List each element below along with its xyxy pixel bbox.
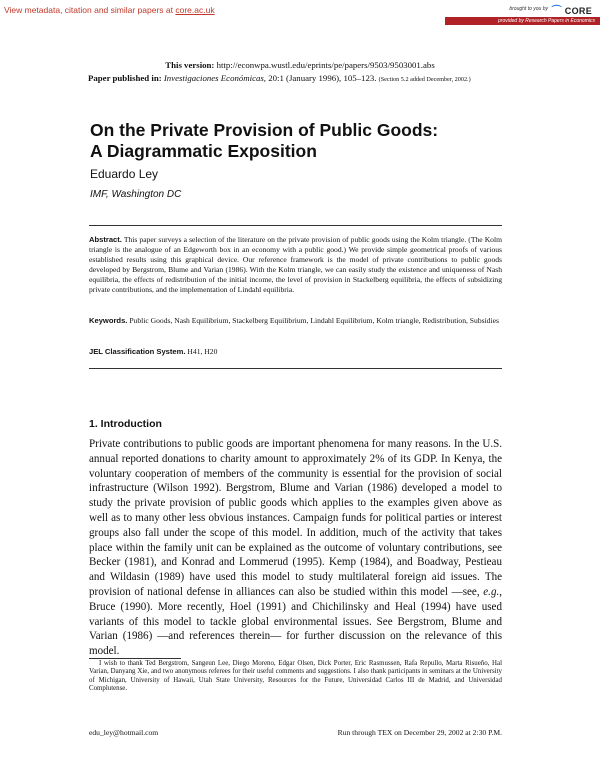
version-line	[0, 60, 600, 70]
keywords	[89, 316, 502, 326]
keywords-label: Keywords.	[89, 316, 128, 325]
published-label: Paper published in:	[88, 73, 162, 83]
footnote-rule	[89, 658, 181, 659]
abstract-label: Abstract.	[89, 235, 122, 244]
paper-title	[90, 120, 438, 162]
provided-by-text[interactable]: provided by Research Papers in Economics	[498, 18, 595, 24]
published-journal: Investigaciones Económicas,	[163, 73, 266, 83]
core-ac-uk-link[interactable]: core.ac.uk	[175, 5, 215, 15]
brought-to-you-text: brought to you by	[509, 6, 548, 12]
published-details: 20:1 (January 1996), 105–123.	[268, 73, 377, 83]
version-url: http://econwpa.wustl.edu/eprints/pe/papers/9503/9503001.abs	[216, 60, 435, 70]
intro-text-part-2: , Bruce (1990). More recently, Hoel (1991) and Chichilinsky and Heal (1994) have used variants of this model to tackle global environmental issues. See Bergstrom, Blume and Varian (1986) —and references therein— for further discussion on the relevance of this model.	[89, 585, 502, 658]
acknowledgement-footnote: I wish to thank Ted Bergstrom, Sangeun Lee, Diego Moreno, Edgar Olsen, Dick Porter, Eric Rasmussen, Rafa Repullo, Marta Risueño, Hal Varian, Danyang Xie, and two anonymous referees for their useful comments and suggestions. I also thank participants in seminars at the University of Michigan, University of Hawaii, Utah State University, Resources for the Future, Universidad Carlos III de Madrid, and Universidad Complutense.	[89, 660, 502, 692]
introduction-body	[89, 437, 502, 659]
run-through-line: Run through TEX on December 29, 2002 at 2:30 P.M.	[337, 728, 502, 737]
published-line	[88, 73, 471, 83]
section-heading: 1. Introduction	[89, 418, 162, 430]
published-note: (Section 5.2 added December, 2002.)	[378, 76, 471, 83]
divider-bottom	[89, 368, 502, 369]
view-metadata-text	[4, 5, 215, 15]
title-line-1: On the Private Provision of Public Goods:	[90, 120, 439, 140]
view-metadata-prefix: View metadata, citation and similar papers at	[4, 5, 176, 15]
jel-text: H41, H20	[187, 347, 218, 356]
author-name: Eduardo Ley	[90, 167, 159, 181]
keywords-text: Public Goods, Nash Equilibrium, Stackelberg Equilibrium, Lindahl Equilibrium, Kolm triangle, Redistribution, Subsidies	[129, 316, 499, 325]
core-arc-icon: ⌒	[551, 6, 562, 17]
intro-text-eg: e.g.	[483, 585, 500, 598]
author-affiliation: IMF, Washington DC	[90, 189, 182, 200]
jel-label: JEL Classification System.	[89, 347, 186, 356]
core-logo[interactable]	[552, 2, 592, 17]
jel-classification	[89, 347, 217, 356]
author-email: edu_ley@hotmail.com	[89, 728, 159, 737]
core-brand-label: CORE	[564, 6, 592, 16]
abstract	[89, 235, 502, 296]
version-label: This version:	[165, 60, 215, 70]
intro-text-part-1: Private contributions to public goods are important phenomena for many reasons. In the U.S. annual reported donations to charity amount to approximately 2% of its GDP. In Kenya, the voluntary cooperation of members of the community is essential for the provision of social infrastructure (Wilson 1992). Bergstrom, Blume and Varian (1986) developed a model to study the private provision of public goods which applies to the examples given above as well as to many other less obvious instances. Campaign funds for political parties or interest groups also fall under the scope of this model. In addition, much of the activity that takes place within the family unit can be explained as the outcome of voluntary contributions, see Becker (1981), and Konrad and Lommerud (1995). Kemp (1984), and Boadway, Pestieau and Wildasin (1989) have used this model to study multilateral foreign aid issues. The provision of national defense in alliances can also be studied within this model —see,	[89, 438, 502, 598]
divider-top	[89, 225, 502, 226]
abstract-text: This paper surveys a selection of the literature on the private provision of public goods using the Kolm triangle. (The Kolm triangle is the analogue of an Edgeworth box in an economy with a public good.) We provide simple geometrical proofs of various established results using this graphical device. Our reference framework is the model of private contributions to public goods developed by Bergstrom, Blume and Varian (1986). With the Kolm triangle, we can easily study the existence and uniqueness of Nash equilibria, the effects of redistribution of the initial income, the level of provision in Stackelberg equilibria, the effects of subsidizing private contributions, and the implementation of Lindahl equilibria.	[89, 235, 502, 295]
title-line-2: A Diagrammatic Exposition	[90, 141, 317, 161]
